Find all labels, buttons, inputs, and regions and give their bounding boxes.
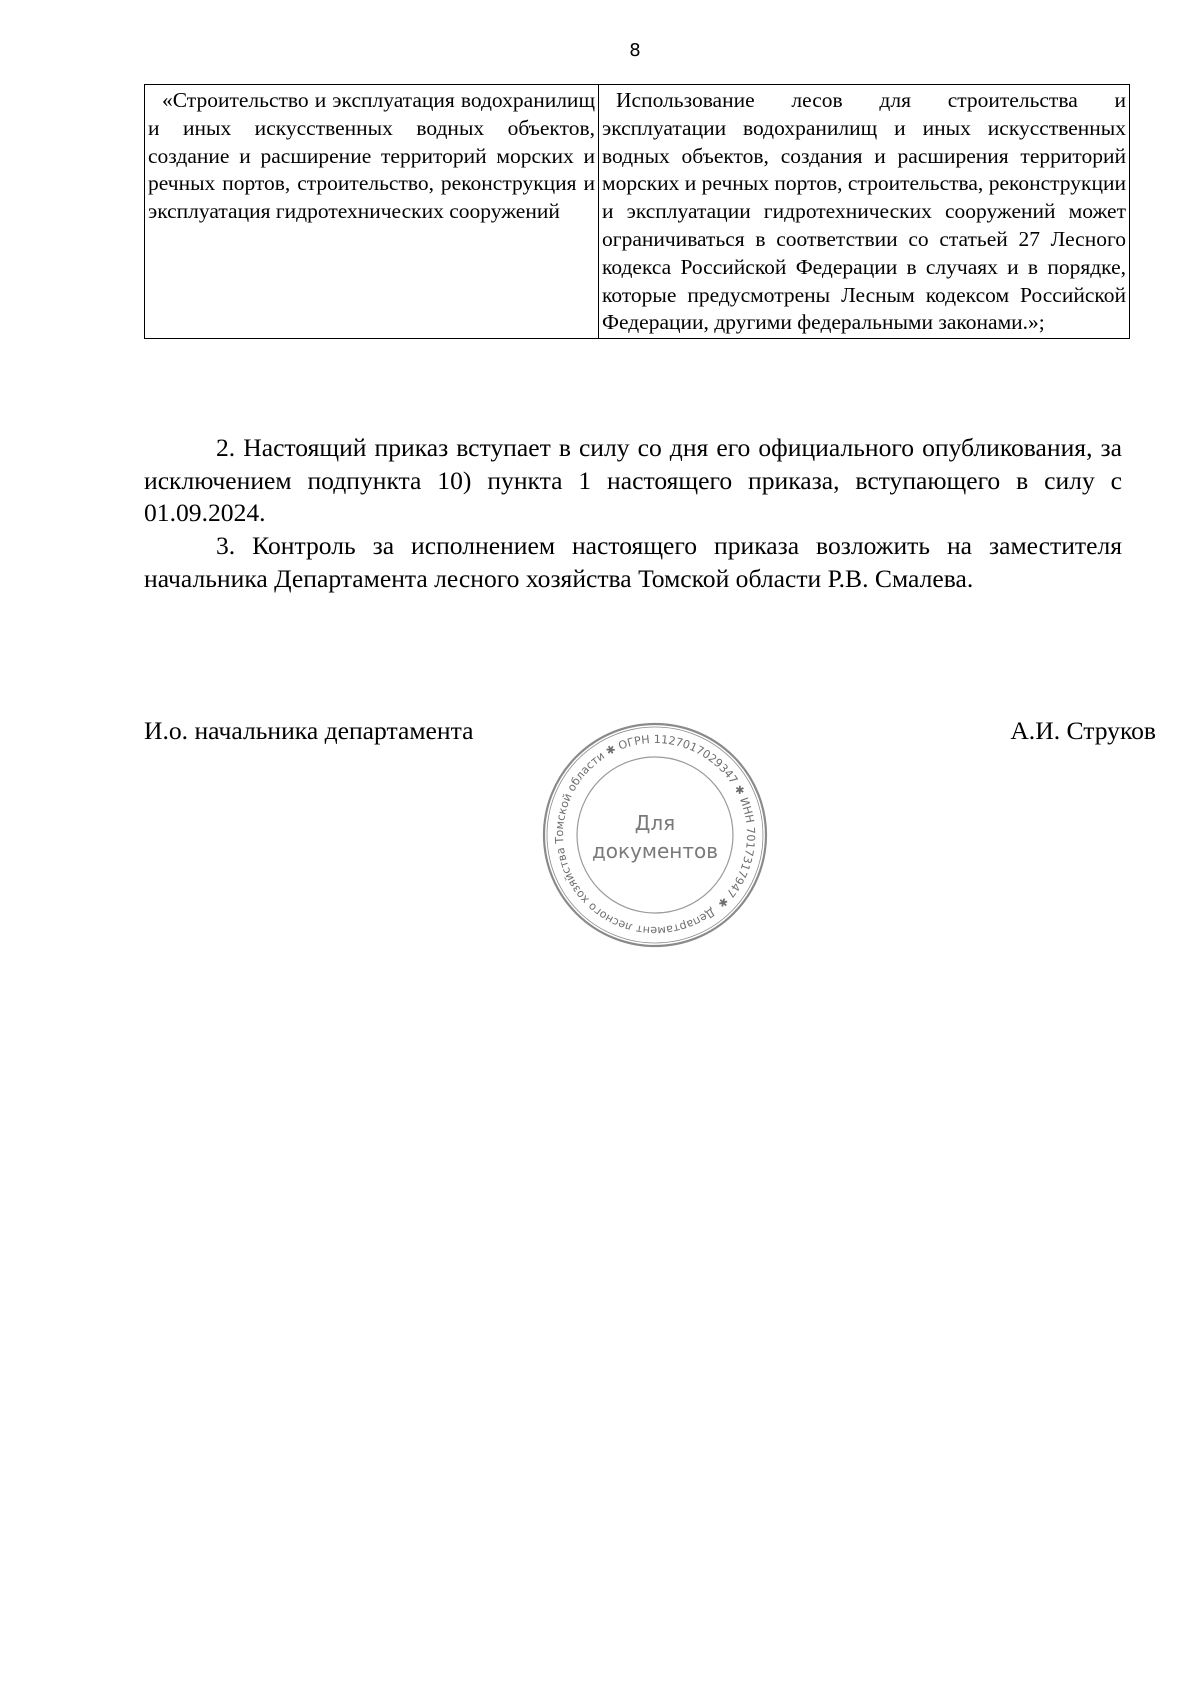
seal-graphic: [540, 720, 770, 950]
table-row: [145, 85, 1130, 339]
page-number: 8: [629, 40, 641, 61]
seal-inner-ring: [577, 757, 733, 913]
official-seal: [540, 720, 770, 950]
signatory-title: И.о. начальника департамента: [144, 716, 474, 745]
paragraph-2: 2. Настоящий приказ вступает в силу со дня его официального опубликования, за исключением подпункта 10) пункта 1 настоящего приказа, вступающего в силу с 01.09.2024.: [144, 433, 1122, 527]
seal-center-line-1: Для: [634, 811, 676, 835]
purpose-text: «Строительство и эксплуатация водохранилищ и иных искусственных водных объектов, создание и расширение территорий морских и речных портов, строительство, реконструкция и эксплуатация гидротехнических сооружений: [148, 88, 595, 224]
seal-outer-ring-inner: [547, 727, 763, 943]
table-cell-purpose: [145, 85, 599, 339]
restriction-text: Использование лесов для строительства и эксплуатации водохранилищ и иных искусственных водных объектов, создания и расширения территорий морских и речных портов, строительства, реконструкции и эксплуатации гидротехнических сооружений может ограничиваться в соответствии со статьей 27 Лесного кодекса Российской Федерации в случаях и в порядке, которые предусмотрены Лесным кодексом Российской Федерации, другими федеральными законами.»;: [602, 88, 1126, 335]
seal-center-line-2: документов: [591, 839, 719, 863]
amendment-table: [144, 84, 1130, 339]
paragraph-3: 3. Контроль за исполнением настоящего приказа возложить на заместителя начальника Департамента лесного хозяйства Томской области Р.В. Смалева.: [144, 531, 1122, 593]
signatory-name: А.И. Струков: [1010, 716, 1156, 745]
table-cell-restriction: [599, 85, 1130, 339]
seal-ring-text: Департамент лесного хозяйства Томской области ✱ ОГРН 1127017029347 ✱ ИНН 7017317947 ✱: [552, 732, 758, 938]
